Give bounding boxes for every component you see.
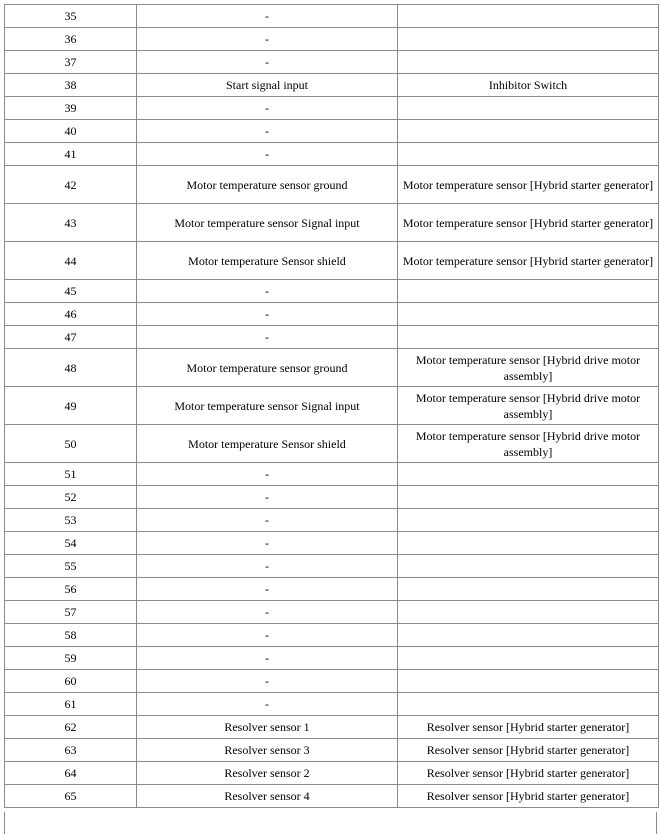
connected-to-cell (398, 693, 659, 716)
connected-to-cell (398, 97, 659, 120)
connected-to-cell (398, 51, 659, 74)
table-row (5, 387, 659, 425)
pin-number-cell: 50 (5, 425, 137, 463)
connected-to-cell: Inhibitor Switch (398, 74, 659, 97)
description-cell: Resolver sensor 3 (137, 739, 398, 762)
description-cell: Resolver sensor 4 (137, 785, 398, 808)
connected-to-cell: Motor temperature sensor [Hybrid starter generator] (398, 166, 659, 204)
pin-number-cell: 45 (5, 280, 137, 303)
description-cell: - (137, 51, 398, 74)
pin-number-cell: 42 (5, 166, 137, 204)
connected-to-cell (398, 601, 659, 624)
connected-to-cell (398, 624, 659, 647)
description-cell: - (137, 670, 398, 693)
table-row (5, 5, 659, 28)
connected-to-cell (398, 463, 659, 486)
table-row (5, 280, 659, 303)
pin-description-table (4, 4, 659, 808)
table-row (5, 785, 659, 808)
pin-number-cell: 40 (5, 120, 137, 143)
connected-to-cell: Motor temperature sensor [Hybrid drive motor assembly] (398, 425, 659, 463)
pin-number-cell: 51 (5, 463, 137, 486)
table-row (5, 555, 659, 578)
pin-number-cell: 52 (5, 486, 137, 509)
table-row (5, 509, 659, 532)
table-row (5, 716, 659, 739)
table-row (5, 143, 659, 166)
description-cell: - (137, 463, 398, 486)
connected-to-cell (398, 532, 659, 555)
description-cell: - (137, 647, 398, 670)
connected-to-cell (398, 486, 659, 509)
connected-to-cell (398, 5, 659, 28)
pin-number-cell: 46 (5, 303, 137, 326)
pin-number-cell: 63 (5, 739, 137, 762)
pin-number-cell: 61 (5, 693, 137, 716)
description-cell: Motor temperature sensor Signal input (137, 387, 398, 425)
connected-to-cell: Motor temperature sensor [Hybrid drive motor assembly] (398, 387, 659, 425)
description-cell: Start signal input (137, 74, 398, 97)
table-row (5, 166, 659, 204)
connected-to-cell (398, 143, 659, 166)
connected-to-cell (398, 647, 659, 670)
table-row (5, 762, 659, 785)
description-cell: Motor temperature Sensor shield (137, 425, 398, 463)
pin-number-cell: 41 (5, 143, 137, 166)
description-cell: - (137, 326, 398, 349)
pin-number-cell: 47 (5, 326, 137, 349)
table-row (5, 578, 659, 601)
pin-number-cell: 60 (5, 670, 137, 693)
table-row (5, 670, 659, 693)
table-row (5, 242, 659, 280)
connected-to-cell: Resolver sensor [Hybrid starter generator] (398, 739, 659, 762)
description-cell: Resolver sensor 1 (137, 716, 398, 739)
pin-number-cell: 56 (5, 578, 137, 601)
table-row (5, 601, 659, 624)
connected-to-cell (398, 326, 659, 349)
table-row (5, 74, 659, 97)
connected-to-cell: Motor temperature sensor [Hybrid drive motor assembly] (398, 349, 659, 387)
connected-to-cell (398, 303, 659, 326)
description-cell: - (137, 555, 398, 578)
pin-number-cell: 58 (5, 624, 137, 647)
connected-to-cell (398, 555, 659, 578)
description-cell: - (137, 693, 398, 716)
pin-number-cell: 64 (5, 762, 137, 785)
pin-number-cell: 48 (5, 349, 137, 387)
table-row (5, 349, 659, 387)
table-row (5, 486, 659, 509)
pin-number-cell: 44 (5, 242, 137, 280)
description-cell: Motor temperature sensor ground (137, 349, 398, 387)
table-row (5, 51, 659, 74)
table-bottom-continuation (4, 812, 657, 834)
pin-number-cell: 65 (5, 785, 137, 808)
description-cell: - (137, 624, 398, 647)
pin-number-cell: 59 (5, 647, 137, 670)
description-cell: - (137, 143, 398, 166)
description-cell: Motor temperature sensor ground (137, 166, 398, 204)
table-row (5, 463, 659, 486)
table-row (5, 204, 659, 242)
connected-to-cell: Motor temperature sensor [Hybrid starter generator] (398, 242, 659, 280)
pin-number-cell: 43 (5, 204, 137, 242)
description-cell: - (137, 280, 398, 303)
connected-to-cell (398, 578, 659, 601)
description-cell: - (137, 28, 398, 51)
pin-number-cell: 54 (5, 532, 137, 555)
pin-number-cell: 62 (5, 716, 137, 739)
description-cell: Motor temperature sensor Signal input (137, 204, 398, 242)
description-cell: - (137, 5, 398, 28)
connected-to-cell: Resolver sensor [Hybrid starter generator] (398, 762, 659, 785)
description-cell: - (137, 120, 398, 143)
description-cell: - (137, 486, 398, 509)
pin-number-cell: 38 (5, 74, 137, 97)
table-row (5, 739, 659, 762)
table-row (5, 647, 659, 670)
table-row (5, 532, 659, 555)
table-row (5, 425, 659, 463)
connected-to-cell (398, 670, 659, 693)
pin-number-cell: 36 (5, 28, 137, 51)
table-body (5, 5, 659, 808)
table-row (5, 303, 659, 326)
pin-number-cell: 53 (5, 509, 137, 532)
description-cell: - (137, 601, 398, 624)
table-row (5, 326, 659, 349)
table-row (5, 693, 659, 716)
connected-to-cell: Resolver sensor [Hybrid starter generator] (398, 716, 659, 739)
connected-to-cell (398, 120, 659, 143)
connected-to-cell: Resolver sensor [Hybrid starter generator] (398, 785, 659, 808)
pin-number-cell: 35 (5, 5, 137, 28)
connected-to-cell (398, 280, 659, 303)
pin-number-cell: 39 (5, 97, 137, 120)
pin-number-cell: 57 (5, 601, 137, 624)
connected-to-cell: Motor temperature sensor [Hybrid starter generator] (398, 204, 659, 242)
description-cell: - (137, 303, 398, 326)
table-row (5, 28, 659, 51)
description-cell: - (137, 97, 398, 120)
table-row (5, 120, 659, 143)
table-row (5, 97, 659, 120)
description-cell: - (137, 532, 398, 555)
table-row (5, 624, 659, 647)
description-cell: Motor temperature Sensor shield (137, 242, 398, 280)
pin-number-cell: 49 (5, 387, 137, 425)
connected-to-cell (398, 28, 659, 51)
pin-number-cell: 55 (5, 555, 137, 578)
description-cell: - (137, 578, 398, 601)
description-cell: Resolver sensor 2 (137, 762, 398, 785)
connected-to-cell (398, 509, 659, 532)
description-cell: - (137, 509, 398, 532)
pin-number-cell: 37 (5, 51, 137, 74)
